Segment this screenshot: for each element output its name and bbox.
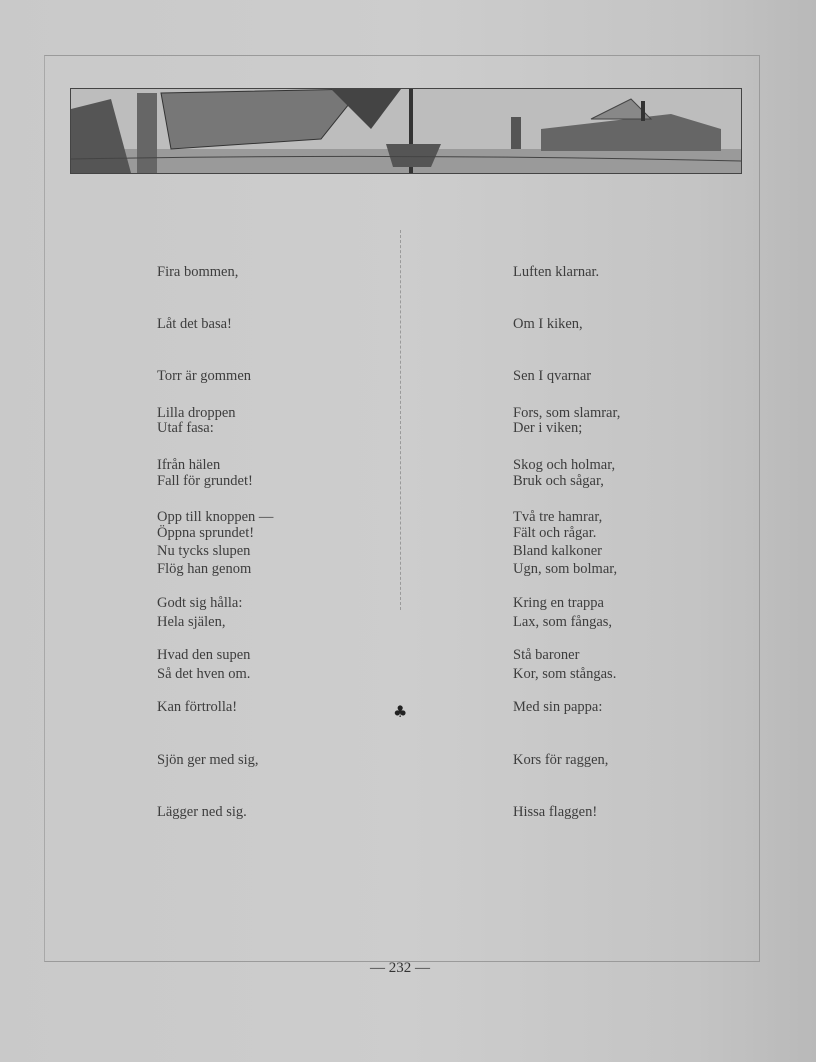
club-ornament-icon: ♣ [393, 702, 408, 721]
verse-line: Hissa flaggen! [513, 803, 598, 820]
verse-line: Luften klarnar. [513, 263, 600, 280]
verse-line: Hela själen, [157, 613, 226, 630]
verse-line: Fors, som slamrar, [513, 404, 621, 421]
verse-line: Bruk och sågar, [513, 472, 604, 489]
verse-line: Opp till knoppen — [157, 509, 274, 526]
verse-line: Bland kalkoner [513, 542, 602, 559]
page-number: — 232 — [370, 960, 430, 976]
verse-line: Torr är gommen [157, 368, 252, 385]
verse-line: Hvad den supen [157, 647, 251, 664]
verse-line: Lilla droppen [157, 404, 236, 421]
verse-line: Med sin pappa: [513, 699, 603, 716]
verse-line: Kan förtrolla! [157, 699, 238, 716]
verse-line: Stå baroner [513, 647, 580, 664]
verse-line: Skog och holmar, [513, 457, 616, 474]
verse-line: Öppna sprundet! [157, 524, 255, 541]
verse-line: Om I kiken, [513, 316, 583, 333]
verse-line: Ugn, som bolmar, [513, 561, 618, 578]
verse-line: Fält och rågar. [513, 524, 597, 541]
verse-line: Fall för grundet! [157, 472, 253, 489]
verse-line: Lax, som fångas, [513, 613, 613, 630]
verse-line: Der i viken; [513, 420, 583, 437]
verse-line: Två tre hamrar, [513, 509, 603, 526]
verse-line: Kor, som stångas. [513, 665, 617, 682]
left-stanza-3 [157, 508, 259, 839]
verse-line: Sjön ger med sig, [157, 751, 259, 768]
verse-line: Fira bommen, [157, 263, 239, 280]
verse-line: Sen I qvarnar [513, 368, 592, 385]
verse-line: Flög han genom [157, 561, 252, 578]
right-stanza-3 [513, 508, 608, 839]
harbor-illustration-banner [70, 88, 742, 174]
verse-line: Lägger ned sig. [157, 803, 247, 820]
page-frame [44, 55, 760, 962]
column-divider [400, 230, 401, 610]
verse-line: Låt det basa! [157, 316, 232, 333]
verse-line: Ifrån hälen [157, 457, 221, 474]
verse-line: Kring en trappa [513, 595, 604, 612]
verse-line: Kors för raggen, [513, 751, 609, 768]
verse-line: Godt sig hålla: [157, 595, 243, 612]
verse-line: Så det hven om. [157, 665, 251, 682]
verse-line: Nu tycks slupen [157, 542, 251, 559]
verse-line: Utaf fasa: [157, 420, 214, 437]
